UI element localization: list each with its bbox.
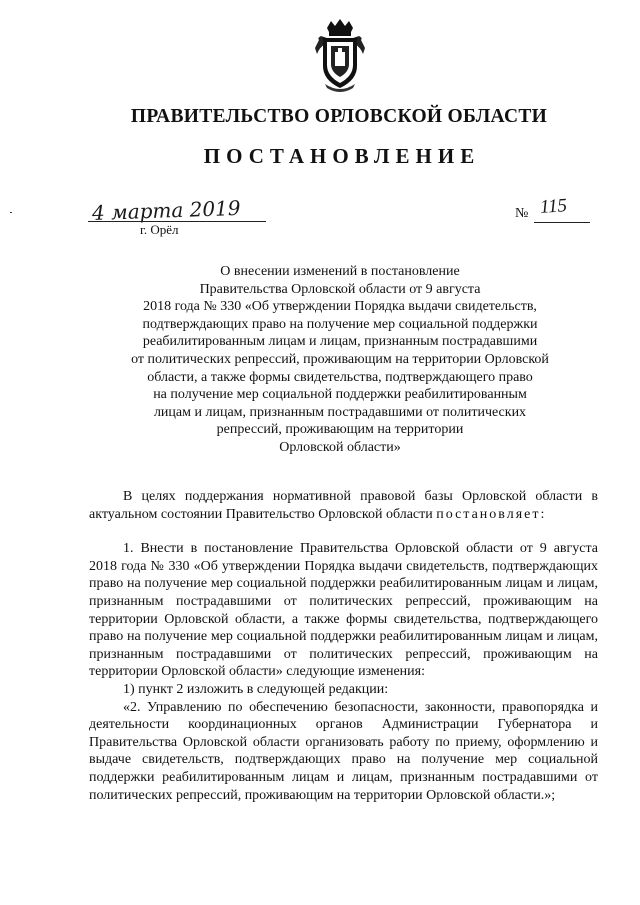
resolution-subject: [90, 263, 590, 457]
subject-line: области, а также формы свидетельства, подтверждающего право: [147, 369, 533, 385]
subject-line: от политических репрессий, проживающим на территории Орловской: [131, 351, 549, 367]
subject-line: 2018 года № 330 «Об утверждении Порядка выдачи свидетельств,: [143, 299, 537, 315]
subject-line: О внесении изменений в постановление: [220, 264, 460, 279]
handwritten-number: 115: [539, 195, 568, 218]
number-underline: [534, 222, 590, 223]
item-1-paragraph: 1. Внести в постановление Правительства Орловской области от 9 августа 2018 года № 330 «Об утверждении Порядка выдачи свидетельств, подтверждающих право на получение мер социальной поддержки реабилитированным лицам и лицам, признанным пострадавшими от политических репрессий, проживающим на территории Орловской области, а также формы свидетельства, подтверждающего право на получение мер социальной поддержки реабилитированным лицам и лицам, признанным пострадавшими от политических репрессий, проживающим на территории Орловской области» следующие изменения:: [89, 541, 598, 680]
subject-line: на получение мер социальной поддержки реабилитированным: [153, 387, 527, 403]
subject-line: Орловской области»: [279, 439, 401, 455]
subject-line: реабилитированным лицам и лицам, признанным пострадавшими: [142, 334, 538, 350]
preamble-keyword: постановляет:: [436, 506, 547, 522]
city-label: г. Орёл: [140, 222, 179, 237]
subject-line: репрессий, проживающим на территории: [216, 422, 464, 438]
handwritten-date: 4 марта 2019: [91, 195, 241, 225]
preamble-text: В целях поддержания нормативной правовой базы Орловской области в актуальном состоянии Правительство Орловской области: [89, 489, 598, 522]
subject-line: лицам и лицам, признанным пострадавшими от политических: [153, 404, 527, 420]
number-label: №: [515, 206, 529, 221]
subitem-1-paragraph: 1) пункт 2 изложить в следующей редакции:: [123, 681, 389, 697]
quoted-paragraph: «2. Управлению по обеспечению безопасности, законности, правопорядка и деятельности координационных органов Администрации Губернатора и Правительства Орловской области организовать работу по приему, оформлению и выдаче свидетельств, подтверждающих право на получение мер социальной поддержки реабилитированным лицам и лицам, признанным пострадавшими от политических репрессий, проживающим на территории Орловской области.»;: [89, 699, 598, 803]
document-type-title: ПОСТАНОВЛЕНИЕ: [203, 144, 481, 168]
coat-of-arms-emblem: [313, 18, 367, 94]
subject-line: Правительства Орловской области от 9 августа: [199, 281, 481, 297]
preamble-paragraph: [89, 488, 598, 523]
resolution-body: [89, 488, 598, 804]
subject-line: подтверждающих право на получение мер социальной поддержки: [142, 316, 538, 332]
government-title: ПРАВИТЕЛЬСТВО ОРЛОВСКОЙ ОБЛАСТИ: [130, 106, 548, 127]
scan-speck: [10, 212, 12, 213]
